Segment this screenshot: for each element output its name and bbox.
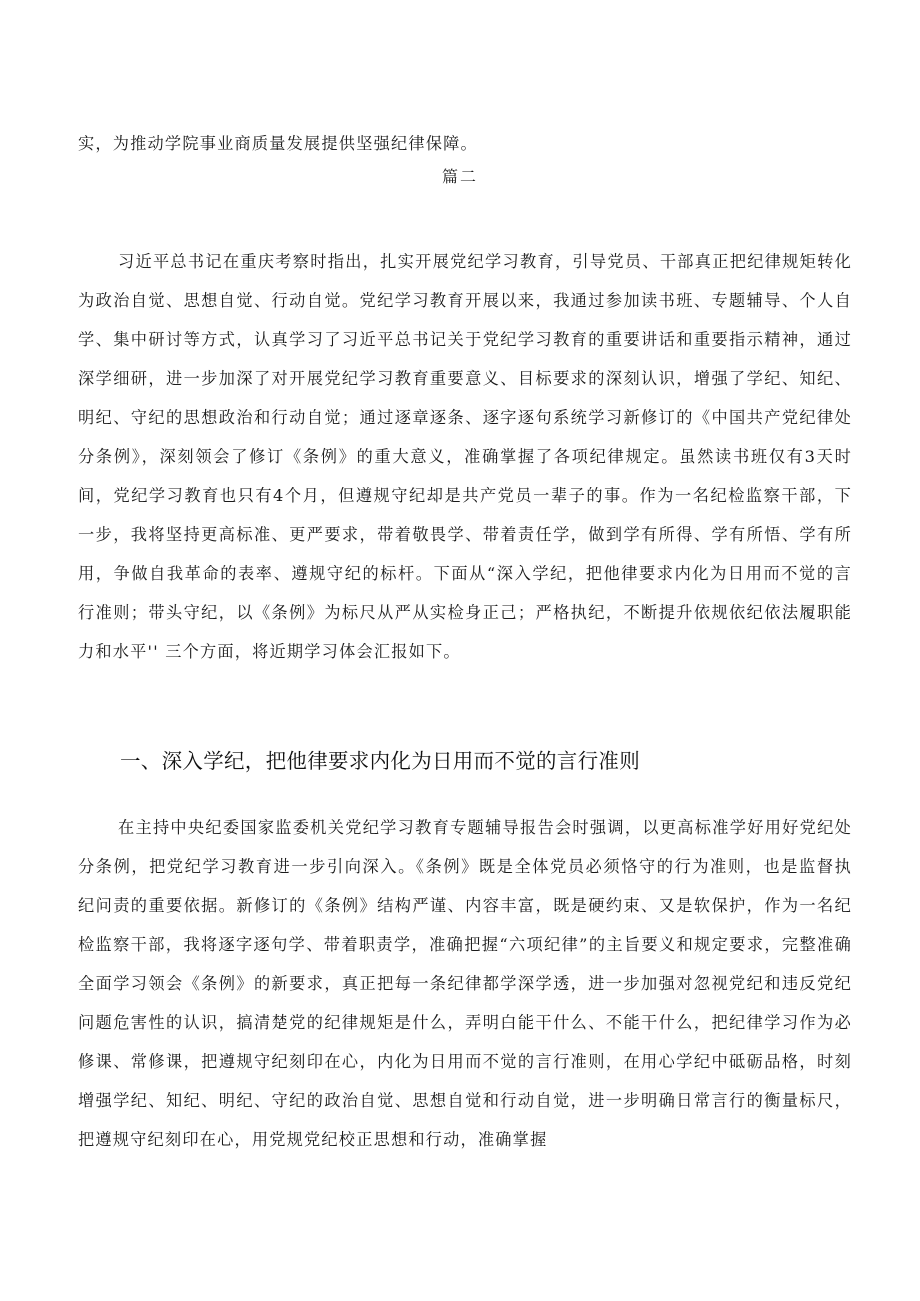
body-paragraph-1: 习近平总书记在重庆考察时指出，扎实开展党纪学习教育，引导党员、干部真正把纪律规矩转化为政治自觉、思想自觉、行动自觉。党纪学习教育开展以来，我通过参加读书班、专题辅导、个人自学、集中研讨等方式，认真学习了习近平总书记关于党纪学习教育的重要讲话和重要指示精神，通过深学细研，进一步加深了对开展党纪学习教育重要意义、目标要求的深刻认识，增强了学纪、知纪、明纪、守纪的思想政治和行动自觉；通过逐章逐条、逐字逐句系统学习新修订的《中国共产党纪律处分条例》，深刻领会了修订《条例》的重大意义，准确掌握了各项纪律规定。虽然读书班仅有3天时间，党纪学习教育也只有4个月，但遵规守纪却是共产党员一辈子的事。作为一名纪检监察干部，下一步，我将坚持更高标准、更严要求，带着敬畏学、带着责任学，做到学有所得、学有所悟、学有所用，争做自我革命的表率、遵规守纪的标杆。下面从“深入学纪，把他律要求内化为日用而不觉的言行准则；带头守纪，以《条例》为标尺从严从实检身正己；严格执纪，不断提升依规依纪依法履职能力和水平'' 三个方面，将近期学习体会汇报如下。 <box>78 252 852 661</box>
continuation-paragraph: 实，为推动学院事业商质量发展提供坚强纪律保障。 <box>78 134 478 153</box>
section-heading-1: 一、深入学纪，把他律要求内化为日用而不觉的言行准则 <box>120 749 640 773</box>
body-paragraph-2: 在主持中央纪委国家监委机关党纪学习教育专题辅导报告会时强调，以更高标准学好用好党纪处分条例，把党纪学习教育进一步引向深入。《条例》既是全体党员必须恪守的行为准则，也是监督执纪问责的重要依据。新修订的《条例》结构严谨、内容丰富，既是硬约束、又是软保护，作为一名纪检监察干部，我将逐字逐句学、带着职责学，准确把握“六项纪律”的主旨要义和规定要求，完整准确全面学习领会《条例》的新要求，真正把每一条纪律都学深学透，进一步加强对忽视党纪和违反党纪问题危害性的认识，搞清楚党的纪律规矩是什么，弄明白能干什么、不能干什么，把纪律学习作为必修课、常修课，把遵规守纪刻印在心，内化为日用而不觉的言行准则，在用心学纪中砥砺品格，时刻增强学纪、知纪、明纪、守纪的政治自觉、思想自觉和行动自觉，进一步明确日常言行的衡量标尺，把遵规守纪刻印在心，用党规党纪校正思想和行动，准确掌握 <box>78 818 852 1149</box>
section-title: 篇二 <box>441 167 478 186</box>
